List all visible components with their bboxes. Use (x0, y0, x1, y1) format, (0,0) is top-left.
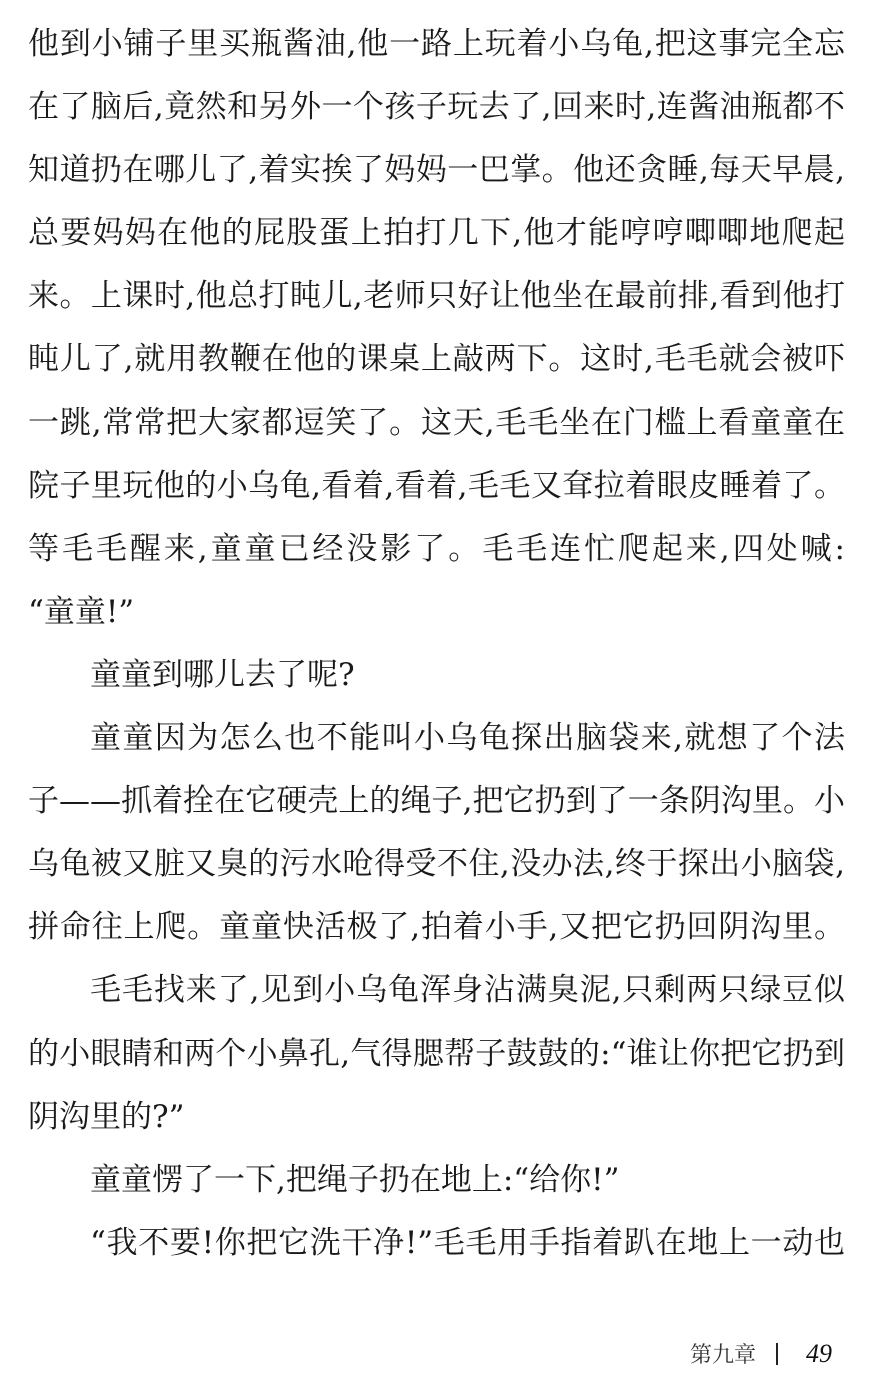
page-body (28, 13, 845, 1275)
text-line: 总要妈妈在他的屁股蛋上拍打几下,他才能哼哼唧唧地爬起 (28, 215, 845, 252)
text-line: 阴沟里的?” (28, 1098, 185, 1135)
paragraph-start: 童童到哪儿去了呢? (90, 656, 355, 693)
paragraph-start: 童童愣了一下,把绳子扔在地上:“给你!” (90, 1161, 620, 1198)
page-footer (690, 1338, 832, 1369)
chapter-label: 第九章 (690, 1342, 757, 1367)
text-line: 等毛毛醒来,童童已经没影了。毛毛连忙爬起来,四处喊: (28, 530, 845, 567)
text-line: 子——抓着拴在它硬壳上的绳子,把它扔到了一条阴沟里。小 (28, 783, 845, 820)
text-line: 他到小铺子里买瓶酱油,他一路上玩着小乌龟,把这事完全忘 (28, 26, 845, 62)
text-line: 一跳,常常把大家都逗笑了。这天,毛毛坐在门槛上看童童在 (28, 404, 845, 441)
footer-divider (776, 1343, 778, 1365)
text-line: 的小眼睛和两个小鼻孔,气得腮帮子鼓鼓的:“谁让你把它扔到 (28, 1035, 845, 1072)
text-line: 来。上课时,他总打盹儿,老师只好让他坐在最前排,看到他打 (28, 278, 845, 315)
text-line: “童童!” (28, 593, 135, 630)
page-number: 49 (806, 1338, 833, 1368)
text-line: 知道扔在哪儿了,着实挨了妈妈一巴掌。他还贪睡,每天早晨, (28, 152, 845, 189)
text-line: 乌龟被又脏又臭的污水呛得受不住,没办法,终于探出小脑袋, (28, 846, 845, 883)
paragraph-start: 童童因为怎么也不能叫小乌龟探出脑袋来,就想了个法 (90, 720, 845, 757)
text-line: 盹儿了,就用教鞭在他的课桌上敲两下。这时,毛毛就会被吓 (28, 341, 845, 378)
text-line: 院子里玩他的小乌龟,看着,看着,毛毛又耷拉着眼皮睡着了。 (28, 467, 845, 504)
text-line: 拼命往上爬。童童快活极了,拍着小手,又把它扔回阴沟里。 (28, 909, 845, 946)
paragraph-start: “我不要!你把它洗干净!”毛毛用手指着趴在地上一动也 (90, 1224, 845, 1261)
paragraph-start: 毛毛找来了,见到小乌龟浑身沾满臭泥,只剩两只绿豆似 (90, 972, 845, 1009)
text-line: 在了脑后,竟然和另外一个孩子玩去了,回来时,连酱油瓶都不 (28, 89, 845, 126)
